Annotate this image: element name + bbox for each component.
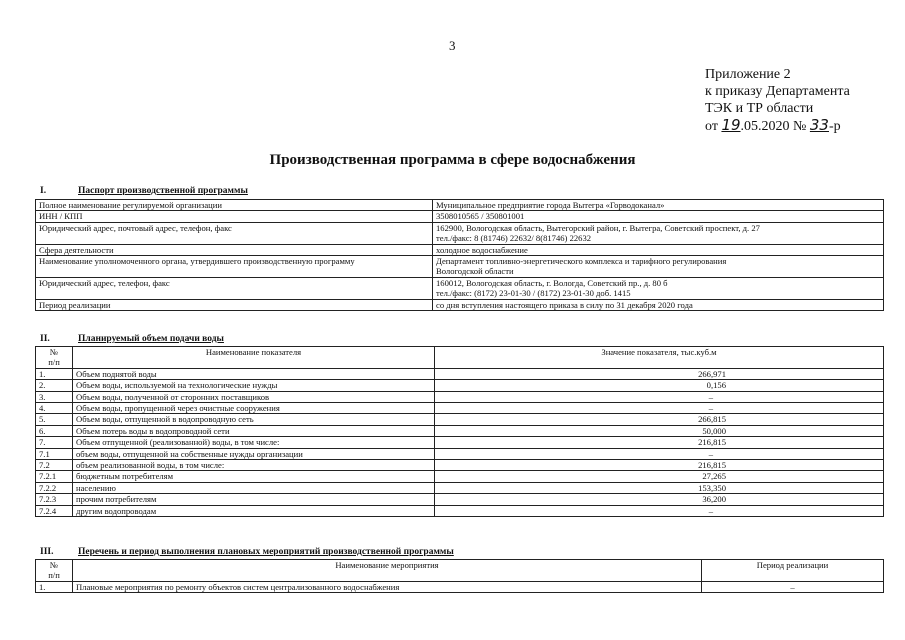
row-value: 266,815 [435,414,884,425]
passport-value: Муниципальное предприятие города Вытегра «Горводоканал» [433,200,884,211]
table-row [36,471,884,482]
table-row [36,505,884,516]
row-name: прочим потребителям [73,494,435,505]
row-value: – [435,505,884,516]
date-prefix: от [705,119,718,134]
passport-value-line1: 160012, Вологодская область, г. Вологда, Советский пр., д. 80 б [436,277,668,288]
row-number: 5. [36,414,73,425]
row-name: бюджетным потребителям [73,471,435,482]
row-name: Плановые мероприятия по ремонту объектов систем централизованного водоснабжения [73,581,702,592]
section-1-title: Паспорт производственной программы [78,186,248,196]
row-value: 36,200 [435,494,884,505]
table-header-row [36,347,884,369]
row-name: объем реализованной воды, в том числе: [73,460,435,471]
row-name: другим водопроводам [73,505,435,516]
passport-value-multi [433,222,884,244]
passport-value-line1: 162900, Вологодская область, Вытегорский район, г. Вытегра, Советский проспект, д. 27 [436,222,760,233]
passport-value: холодное водоснабжение [433,244,884,255]
section-3-title: Перечень и период выполнения плановых мероприятий производственной программы [78,547,454,557]
table-row [36,244,884,255]
table-row [36,414,884,425]
passport-value-line2: тел./факс: 8 (81746) 22632/ 8(81746) 22632 [436,233,592,244]
appendix-line-3: ТЭК и ТР области [705,101,814,116]
section-2-title: Планируемый объем подачи воды [78,334,224,344]
table-row [36,222,884,244]
row-name: Объем воды, пропущенной через очистные сооружения [73,403,435,414]
section-3-number: III. [40,547,54,557]
date-rest: .05.2020 № [740,119,807,134]
row-period: – [702,581,884,592]
passport-label: Сфера деятельности [36,244,433,255]
date-day: 19 [721,116,741,134]
passport-value-multi [433,256,884,278]
table-row [36,448,884,459]
row-number: 7.2 [36,460,73,471]
row-value: 27,265 [435,471,884,482]
section-2-number: II. [40,334,50,344]
passport-value: со дня вступления настоящего приказа в силу по 31 декабря 2020 года [433,299,884,310]
table-row [36,380,884,391]
passport-label: Наименование уполномоченного органа, утвердившего производственную программу [36,256,433,278]
water-volume-table [35,346,884,517]
appendix-header [705,66,850,135]
row-name: Объем потерь воды в водопроводной сети [73,425,435,436]
table-row [36,277,884,299]
col-name-header: Наименование мероприятия [73,560,702,582]
passport-value-line2: тел./факс: (8172) 23-01-30 / (8172) 23-01-30 доб. 1415 [436,288,631,299]
table-row [36,460,884,471]
row-number: 4. [36,403,73,414]
row-number: 7.2.1 [36,471,73,482]
row-value: – [435,448,884,459]
table-row [36,200,884,211]
passport-label: Полное наименование регулируемой организации [36,200,433,211]
col-number-header: № п/п [36,560,73,582]
table-row [36,211,884,222]
order-number: 33 [809,116,829,134]
row-value: 216,815 [435,460,884,471]
table-row [36,299,884,310]
appendix-line-1: Приложение 2 [705,67,791,82]
table-row [36,482,884,493]
row-value: 266,971 [435,368,884,379]
row-number: 1. [36,368,73,379]
table-row [36,368,884,379]
passport-value-line2: Вологодской области [436,266,514,277]
table-row [36,403,884,414]
row-name: Объем поднятой воды [73,368,435,379]
passport-label: ИНН / КПП [36,211,433,222]
document-title: Производственная программа в сфере водоснабжения [269,152,636,168]
section-1-number: I. [40,186,47,196]
col-name-header: Наименование показателя [73,347,435,369]
row-name: Объем воды, отпущенной в водопроводную сеть [73,414,435,425]
row-number: 3. [36,391,73,402]
col-period-header: Период реализации [702,560,884,582]
order-suffix: -р [828,119,841,134]
row-number: 7.2.2 [36,482,73,493]
passport-label: Юридический адрес, почтовый адрес, телефон, факс [36,222,433,244]
row-number: 6. [36,425,73,436]
table-header-row [36,560,884,582]
row-name: объем воды, отпущенной на собственные нужды организации [73,448,435,459]
table-row [36,437,884,448]
appendix-date-line [705,117,850,135]
col-value-header: Значение показателя, тыс.куб.м [435,347,884,369]
row-number: 7. [36,437,73,448]
row-value: 216,815 [435,437,884,448]
table-row [36,581,884,592]
row-name: Объем отпущенной (реализованной) воды, в том числе: [73,437,435,448]
section-2-heading [40,334,224,344]
row-number: 7.2.3 [36,494,73,505]
row-name: Объем воды, используемой на технологические нужды [73,380,435,391]
passport-value: 3508010565 / 350801001 [433,211,884,222]
table-row [36,391,884,402]
row-value: 0,156 [435,380,884,391]
section-1-heading [40,186,248,196]
appendix-line-2: к приказу Департамента [705,84,850,99]
row-value: – [435,391,884,402]
row-number: 1. [36,581,73,592]
row-number: 2. [36,380,73,391]
passport-table [35,199,884,311]
table-row [36,494,884,505]
section-3-heading [40,547,454,557]
row-value: – [435,403,884,414]
row-number: 7.2.4 [36,505,73,516]
passport-value-line1: Департамент топливно-энергетического комплекса и тарифного регулирования [436,256,727,267]
passport-value-multi [433,277,884,299]
col-number-header: № п/п [36,347,73,369]
measures-table [35,559,884,593]
row-number: 7.1 [36,448,73,459]
table-row [36,256,884,278]
row-value: 50,000 [435,425,884,436]
passport-label: Юридический адрес, телефон, факс [36,277,433,299]
table-row [36,425,884,436]
row-name: Объем воды, полученной от сторонних поставщиков [73,391,435,402]
page-number: 3 [449,38,456,53]
passport-label: Период реализации [36,299,433,310]
row-name: населению [73,482,435,493]
row-value: 153,350 [435,482,884,493]
